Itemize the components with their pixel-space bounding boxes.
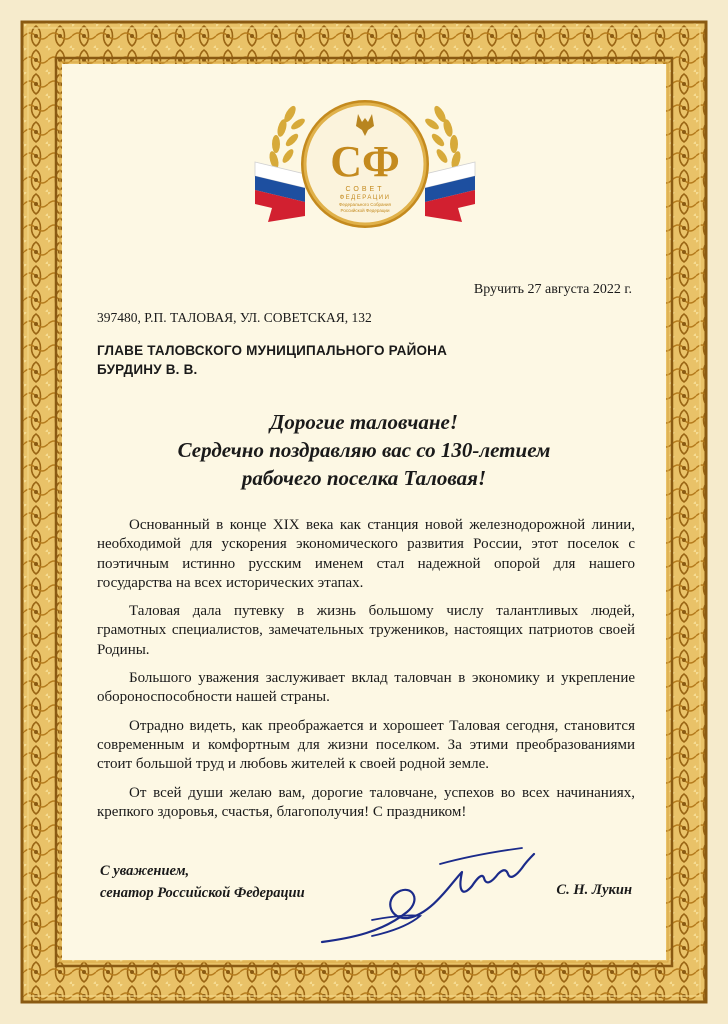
federation-council-logo <box>250 92 480 242</box>
flag-ribbon-left-icon <box>255 162 305 222</box>
recipient-name: БУРДИНУ В. В. <box>97 362 198 377</box>
closing-block <box>100 860 305 904</box>
signatory-name: С. Н. Лукин <box>556 882 632 898</box>
closing-regards: С уважением, <box>100 863 190 879</box>
svg-text:ФЕДЕРАЦИИ: ФЕДЕРАЦИИ <box>339 195 391 201</box>
body-paragraph: От всей души желаю вам, дорогие таловчане, успехов во всех начинаниях, крепкого здоровья, счастья, благополучия! С праздником! <box>97 784 635 820</box>
recipient-block <box>97 341 447 379</box>
body-paragraph: Таловая дала путевку в жизнь большому числу талантливых людей, грамотных специалистов, замечательных тружеников, настоящих патриотов своей Родины. <box>97 603 635 658</box>
laurel-left-icon <box>268 104 307 170</box>
recipient-title: ГЛАВЕ ТАЛОВСКОГО МУНИЦИПАЛЬНОГО РАЙОНА <box>97 343 448 358</box>
body-paragraph: Основанный в конце XIX века как станция новой железнодорожной линии, необходимой для ускорения экономического развития России, этот поселок с поэтичным истинно русским именем стал надежной опорой для нашего государства на всех исторических этапах. <box>97 517 635 591</box>
svg-text:СОВЕТ: СОВЕТ <box>345 186 385 193</box>
greeting-line-1: Дорогие таловчане! <box>269 410 458 434</box>
greeting-line-2: Сердечно поздравляю вас со 130-летием <box>177 438 551 462</box>
laurel-right-icon <box>423 104 462 170</box>
logo-monogram: СФ <box>330 137 400 186</box>
body-paragraph: Большого уважения заслуживает вклад таловчан в экономику и укрепление обороноспособности нашей страны. <box>97 670 635 706</box>
svg-text:Российской Федерации: Российской Федерации <box>340 208 390 213</box>
delivery-date: Вручить 27 августа 2022 г. <box>473 282 632 297</box>
greeting-heading <box>90 408 638 492</box>
handwritten-signature <box>312 842 542 952</box>
greeting-line-3: рабочего поселка Таловая! <box>241 466 487 490</box>
body-paragraph: Отрадно видеть, как преображается и хорошеет Таловая сегодня, становится современным и комфортным для жизни поселком. За этими преобразованиями стоит большой труд и любовь жителей к своей родной земле. <box>97 717 635 773</box>
closing-position: сенатор Российской Федерации <box>100 885 305 901</box>
letter-body <box>97 516 635 831</box>
svg-text:Федерального Собрания: Федерального Собрания <box>339 202 391 207</box>
recipient-address: 397480, Р.П. ТАЛОВАЯ, УЛ. СОВЕТСКАЯ, 132 <box>97 310 372 325</box>
flag-ribbon-right-icon <box>425 162 475 222</box>
